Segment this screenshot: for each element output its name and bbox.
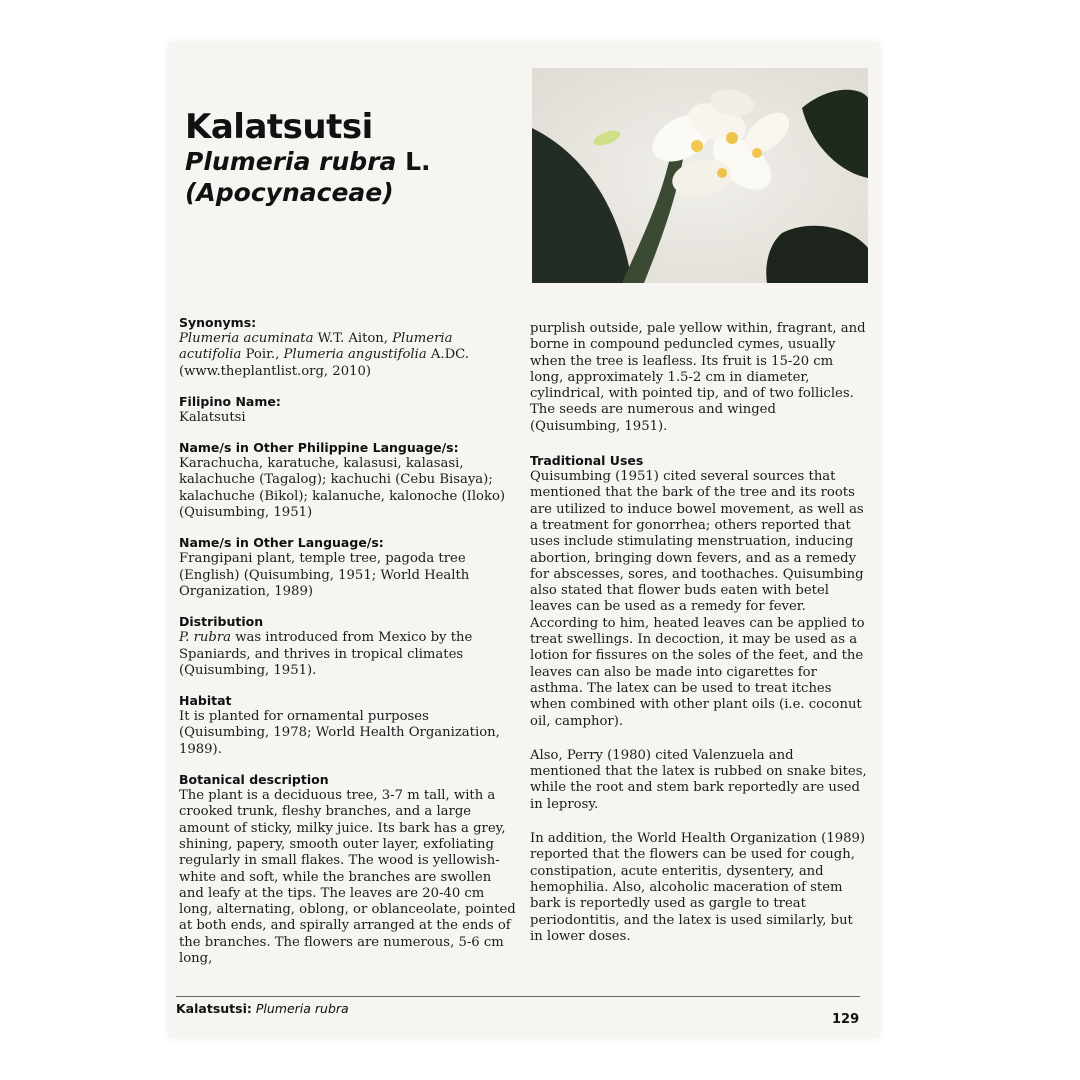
section-habitat [179,693,517,758]
synonyms-source: (www.theplantlist.org, 2010) [179,363,372,379]
section-traditional-uses [530,453,868,730]
botanical-description-text: The plant is a deciduous tree, 3-7 m tall, with a crooked trunk, fleshy branches, and a large amount of sticky, milky juice. Its bark has a grey, shining, papery, smooth outer layer, exfoliating regularly in small flakes. The wood is yellowish-white and soft, while the branches are swollen and leafy at the tips. The leaves are 20-40 cm long, alternating, oblong, or oblanceolate, pointed at both ends, and spirally arranged at the ends of the branches. The flowers are numerous, 5-6 cm long, [179,788,516,967]
synonym-3: Plumeria angustifolia [283,347,427,363]
synonym-3-author: A.DC. [426,347,469,363]
distribution-body: was introduced from Mexico by the Spaniards, and thrives in tropical climates (Quisumbing, 1951). [179,630,473,678]
heading-other-languages: Name/s in Other Language/s: [179,535,384,551]
botanical-continued-text: purplish outside, pale yellow within, fragrant, and borne in compound peduncled cymes, usually when the tree is leafless. Its fruit is 15-20 cm long, approximately 1.5-2 cm in diameter, cylindrical, with pointed tip, and of two follicles. The seeds are numerous and winged (Quisumbing, 1951). [530,321,866,434]
filipino-name-text: Kalatsutsi [179,409,246,425]
section-traditional-uses-3 [530,831,868,945]
habitat-text: It is planted for ornamental purposes (Quisumbing, 1978; World Health Organization, 1989). [179,709,500,757]
section-other-languages [179,535,517,600]
left-column [179,315,517,981]
flower-illustration [532,68,868,283]
footer-species: Plumeria rubra [255,1001,349,1016]
other-philippine-languages-text: Karachucha, karatuche, kalasusi, kalasasi, kalachuche (Tagalog); kachuchi (Cebu Bisaya); kalachuche (Bikol); kalanuche, kalonoche (Iloko) (Quisumbing, 1951) [179,456,506,521]
section-other-philippine-languages [179,440,517,521]
heading-distribution: Distribution [179,614,264,630]
traditional-uses-paragraph-2: Also, Perry (1980) cited Valenzuela and mentioned that the latex is rubbed on snake bites, while the root and stem bark reportedly are used in leprosy. [530,747,867,812]
heading-traditional-uses: Traditional Uses [530,453,644,469]
page-title: Kalatsutsi [185,107,373,147]
synonyms-text [179,331,517,380]
scientific-name-italic: Plumeria rubra [185,147,397,176]
running-footer [176,1001,349,1016]
footer-label: Kalatsutsi: [176,1001,252,1016]
right-column [530,321,868,963]
distribution-species: P. rubra [179,630,231,646]
heading-other-philippine-languages: Name/s in Other Philippine Language/s: [179,440,459,456]
traditional-uses-paragraph-3: In addition, the World Health Organization (1989) reported that the flowers can be used for cough, constipation, acute enteritis, dysentery, and hemophilia. Also, alcoholic maceration of stem bark is reportedly used as gargle to treat periodontitis, and the latex is used similarly, but in lower doses. [530,831,866,944]
synonym-2-author: Poir., [241,347,284,363]
scientific-name [185,146,431,177]
section-filipino-name [179,394,517,426]
traditional-uses-paragraph-1: Quisumbing (1951) cited several sources that mentioned that the bark of the tree and its roots are utilized to induce bowel movement, as well as a treatment for gonorrhea; others reported that uses include stimulating menstruation, inducing abortion, bringing down fevers, and as a remedy for abscesses, sores, and toothaches. Quisumbing also stated that flower buds eaten with betel leaves can be used as a remedy for fever. According to him, heated leaves can be applied to treat swellings. In decoction, it may be used as a lotion for fissures on the soles of the feet, and the leaves can also be made into cigarettes for asthma. The latex can be used to treat itches when combined with other plant oils (i.e. coconut oil, camphor). [530,469,865,729]
heading-habitat: Habitat [179,693,232,709]
synonym-2: Plumeria acutifolia [179,331,453,363]
section-botanical-continued [530,321,868,435]
family-name: (Apocynaceae) [185,178,394,207]
synonym-1: Plumeria acuminata [179,331,314,346]
title-block [185,108,431,208]
footer-rule [176,996,860,997]
other-languages-text: Frangipani plant, temple tree, pagoda tree (English) (Quisumbing, 1951; World Health Organization, 1989) [179,551,470,599]
page-number: 129 [832,1012,860,1027]
scientific-name-author: L. [405,147,431,176]
section-botanical-description [179,772,517,967]
plumeria-flower-photo [532,68,868,283]
distribution-text [179,630,517,679]
heading-synonyms: Synonyms: [179,315,257,330]
section-distribution [179,614,517,679]
heading-filipino-name: Filipino Name: [179,393,281,409]
synonym-1-author: W.T. Aiton, [313,331,393,346]
section-synonyms [179,315,517,380]
heading-botanical-description: Botanical description [179,772,329,788]
section-traditional-uses-2 [530,748,868,813]
